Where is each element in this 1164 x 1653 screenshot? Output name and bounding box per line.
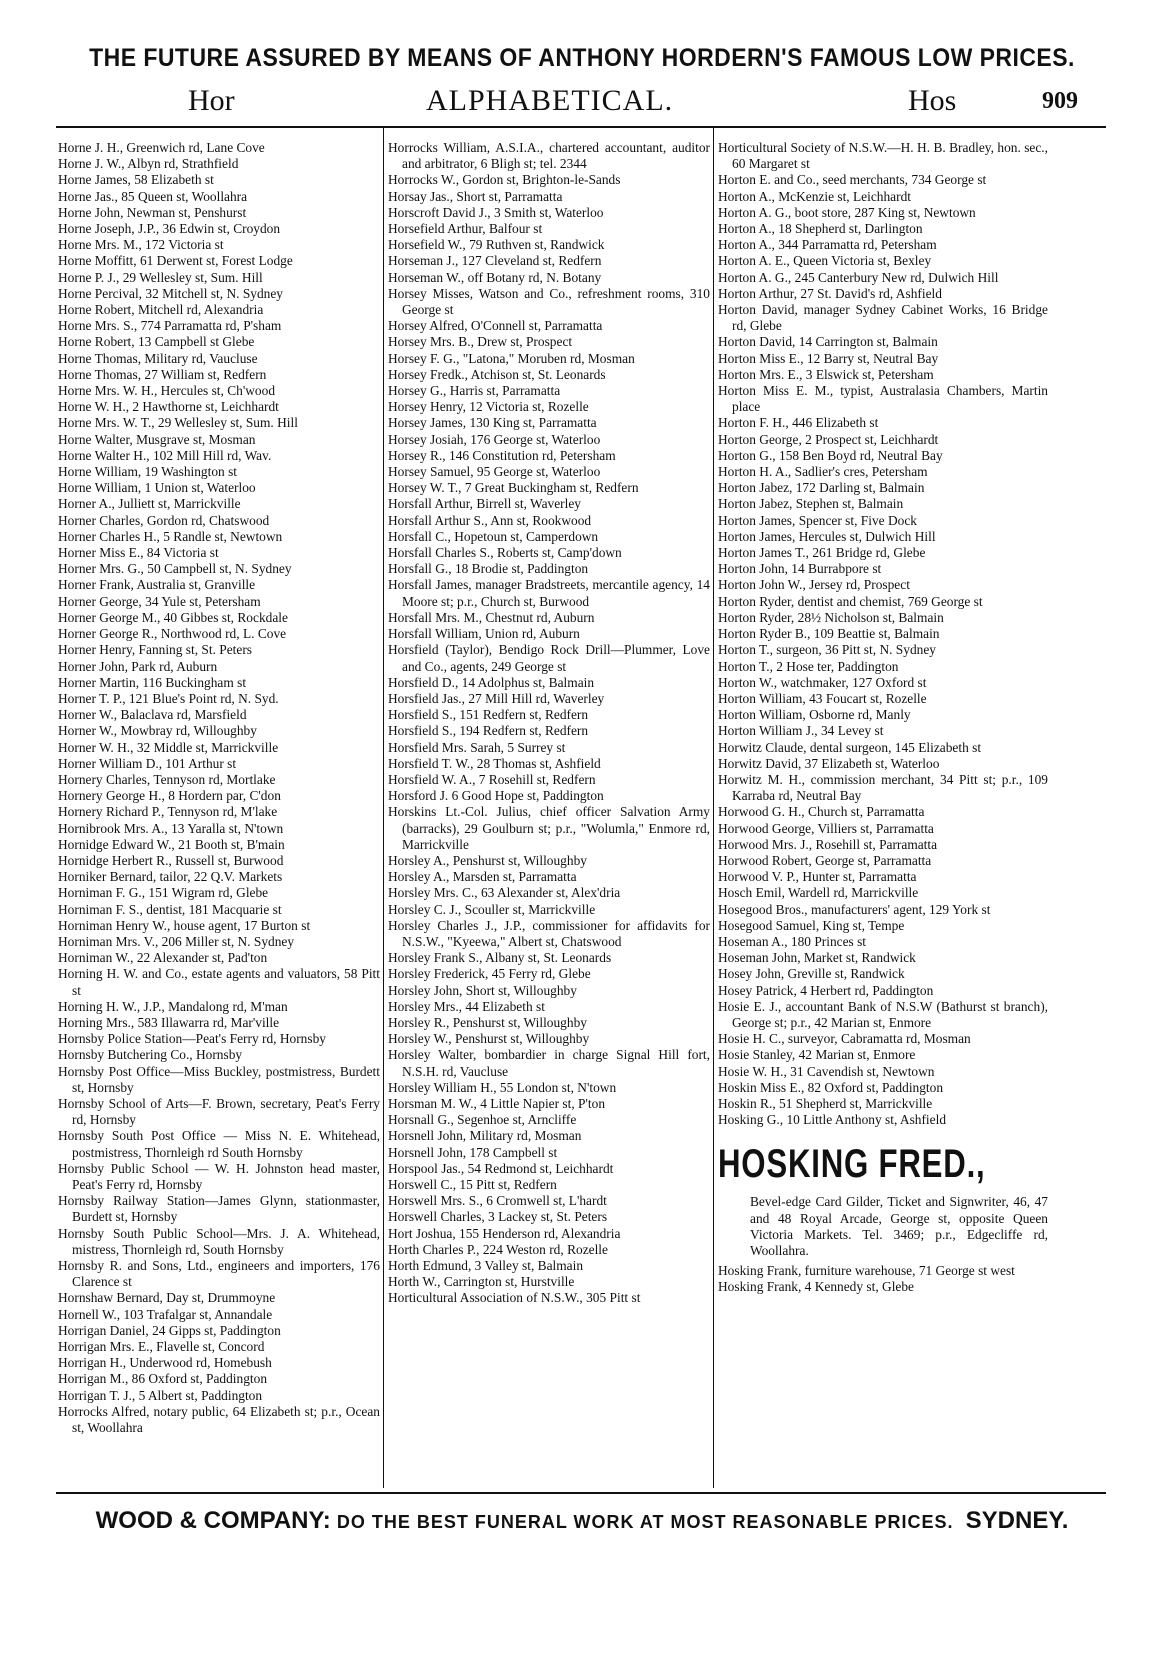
page-number: 909 — [1042, 88, 1078, 114]
directory-entry: Horton H. A., Sadlier's cres, Petersham — [718, 464, 928, 480]
directory-entry: Horsey Alfred, O'Connell st, Parramatta — [388, 318, 603, 334]
directory-entry: Hornidge Herbert R., Russell st, Burwood — [58, 852, 284, 868]
directory-entry: Horton A. G., boot store, 287 King st, Newtown — [718, 204, 976, 220]
directory-entry: Horton Mrs. E., 3 Elswick st, Petersham — [718, 366, 934, 382]
directory-entry: Hosking G., 10 Little Anthony st, Ashfield — [718, 1112, 947, 1128]
column-2 — [388, 140, 710, 1307]
directory-entry: Horton John W., Jersey rd, Prospect — [718, 577, 910, 593]
directory-entry: Hornell W., 103 Trafalgar st, Annandale — [58, 1306, 273, 1322]
footer-city: SYDNEY. — [965, 1507, 1069, 1534]
footer-rule — [56, 1492, 1106, 1494]
directory-entry: Horton James, Hercules st, Dulwich Hill — [718, 528, 936, 544]
directory-entry: Horsley Walter, bombardier in charge Signal Hill fort, N.S.H. rd, Vaucluse — [388, 1047, 710, 1079]
directory-entry: Horsley Mrs. C., 63 Alexander st, Alex'dria — [388, 885, 621, 901]
directory-entry: Hornibrook Mrs. A., 13 Yaralla st, N'town — [58, 820, 284, 836]
directory-entry: Hosie Stanley, 42 Marian st, Enmore — [718, 1047, 916, 1063]
directory-entry: Horsfall Charles S., Roberts st, Camp'down — [388, 545, 622, 561]
directory-entry: Horton James, Spencer st, Five Dock — [718, 512, 917, 528]
directory-entry: Horner A., Julliett st, Marrickville — [58, 496, 241, 512]
directory-entry: Horwood G. H., Church st, Parramatta — [718, 804, 925, 820]
directory-entry: Horne John, Newman st, Penshurst — [58, 204, 247, 220]
directory-entry: Hosie W. H., 31 Cavendish st, Newtown — [718, 1063, 935, 1079]
directory-entry: Horticultural Society of N.S.W.—H. H. B. Bradley, hon. sec., 60 Margaret st — [718, 140, 1048, 172]
column-3 — [718, 140, 1048, 1296]
column-divider — [383, 128, 384, 1488]
directory-entry: Hoseman John, Market st, Randwick — [718, 950, 916, 966]
directory-entry: Horton A., 344 Parramatta rd, Petersham — [718, 237, 937, 253]
directory-entry: Hornsby Police Station—Peat's Ferry rd, Hornsby — [58, 1031, 326, 1047]
header-left-guide: Hor — [188, 84, 235, 117]
directory-entry: Horsfield Jas., 27 Mill Hill rd, Waverley — [388, 690, 605, 706]
page-header — [60, 84, 1100, 124]
footer-company: WOOD & COMPANY: — [95, 1507, 331, 1534]
directory-entry: Horwitz David, 37 Elizabeth st, Waterloo — [718, 755, 940, 771]
directory-entry: Hornery Richard P., Tennyson rd, M'lake — [58, 804, 278, 820]
directory-entry: Horner John, Park rd, Auburn — [58, 658, 218, 674]
directory-entry: Horsey Samuel, 95 George st, Waterloo — [388, 464, 601, 480]
directory-entry: Horsley Charles J., J.P., commissioner for affidavits for N.S.W., "Kyeewa," Albert st, Chatswood — [388, 917, 710, 949]
directory-entry: Horton James T., 261 Bridge rd, Glebe — [718, 545, 926, 561]
directory-entry: Horne Robert, 13 Campbell st Glebe — [58, 334, 255, 350]
advert-title: HOSKING FRED., — [718, 1142, 986, 1187]
directory-entry: Horseman J., 127 Cleveland st, Redfern — [388, 253, 602, 269]
directory-entry: Horsley Mrs., 44 Elizabeth st — [388, 998, 545, 1014]
directory-entry: Horne Mrs. S., 774 Parramatta rd, P'sham — [58, 318, 282, 334]
directory-entry: Horner Miss E., 84 Victoria st — [58, 545, 219, 561]
directory-entry: Horton William, 43 Foucart st, Rozelle — [718, 690, 927, 706]
directory-entry: Horsley Frank S., Albany st, St. Leonards — [388, 950, 612, 966]
directory-entry: Horne Joseph, J.P., 36 Edwin st, Croydon — [58, 221, 281, 237]
directory-entry: Horsley A., Marsden st, Parramatta — [388, 869, 577, 885]
directory-entry: Horne Mrs. W. H., Hercules st, Ch'wood — [58, 383, 276, 399]
directory-entry: Horne William, 19 Washington st — [58, 464, 238, 480]
directory-entry: Hosie H. C., surveyor, Cabramatta rd, Mosman — [718, 1031, 971, 1047]
directory-entry: Horsey Mrs. B., Drew st, Prospect — [388, 334, 573, 350]
directory-entry: Hornsby South Public School—Mrs. J. A. Whitehead, mistress, Thornleigh rd, South Hornsby — [58, 1225, 380, 1257]
directory-entry: Horner Henry, Fanning st, St. Peters — [58, 642, 253, 658]
directory-entry: Horniman Mrs. V., 206 Miller st, N. Sydney — [58, 933, 295, 949]
directory-entry: Horton Arthur, 27 St. David's rd, Ashfield — [718, 285, 942, 301]
directory-entry: Horwitz Claude, dental surgeon, 145 Elizabeth st — [718, 739, 982, 755]
directory-entry: Horrigan Daniel, 24 Gipps st, Paddington — [58, 1322, 281, 1338]
directory-entry: Horwood George, Villiers st, Parramatta — [718, 820, 934, 836]
footer-slogan: DO THE BEST FUNERAL WORK AT MOST REASONABLE PRICES. — [336, 1512, 954, 1532]
directory-entry: Horner George M., 40 Gibbes st, Rockdale — [58, 609, 288, 625]
directory-entry: Horning Mrs., 583 Illawarra rd, Mar'ville — [58, 1014, 280, 1030]
column-3-after-entries — [718, 1263, 1048, 1295]
directory-entry: Horton T., surgeon, 36 Pitt st, N. Sydney — [718, 642, 936, 658]
directory-entry: Horner Martin, 116 Buckingham st — [58, 674, 247, 690]
directory-entry: Horsfield W. A., 7 Rosehill st, Redfern — [388, 771, 596, 787]
directory-entry: Horsefield W., 79 Ruthven st, Randwick — [388, 237, 605, 253]
directory-entry: Horton E. and Co., seed merchants, 734 George st — [718, 172, 987, 188]
directory-entry: Horsfall G., 18 Brodie st, Paddington — [388, 561, 589, 577]
directory-entry: Horrigan M., 86 Oxford st, Paddington — [58, 1371, 268, 1387]
directory-entry: Horsey F. G., "Latona," Moruben rd, Mosman — [388, 350, 635, 366]
directory-entry: Horner T. P., 121 Blue's Point rd, N. Syd. — [58, 690, 279, 706]
directory-entry: Horton A., 18 Shepherd st, Darlington — [718, 221, 923, 237]
directory-entry: Horth Charles P., 224 Weston rd, Rozelle — [388, 1241, 608, 1257]
directory-entry: Horton A., McKenzie st, Leichhardt — [718, 188, 911, 204]
directory-entry: Hosey John, Greville st, Randwick — [718, 966, 905, 982]
directory-entry: Horsey Fredk., Atchison st, St. Leonards — [388, 366, 606, 382]
directory-entry: Hornsby South Post Office — Miss N. E. Whitehead, postmistress, Thornleigh rd South Hornsby — [58, 1128, 380, 1160]
top-banner: THE FUTURE ASSURED BY MEANS OF ANTHONY HORDERN'S FAMOUS LOW PRICES. — [89, 44, 1075, 72]
directory-entry: Horner W. H., 32 Middle st, Marrickville — [58, 739, 279, 755]
directory-entry: Horwitz M. H., commission merchant, 34 Pitt st; p.r., 109 Karraba rd, Neutral Bay — [718, 771, 1048, 804]
directory-entry: Horner W., Balaclava rd, Marsfield — [58, 707, 247, 723]
directory-entry: Horrocks William, A.S.I.A., chartered accountant, auditor and arbitrator, 6 Bligh st; tel. 2344 — [388, 140, 710, 172]
directory-entry: Horwood V. P., Hunter st, Parramatta — [718, 869, 917, 885]
directory-entry: Horne Moffitt, 61 Derwent st, Forest Lodge — [58, 253, 293, 269]
directory-entry: Horton F. H., 446 Elizabeth st — [718, 415, 879, 431]
directory-entry: Horne J. W., Albyn rd, Strathfield — [58, 156, 239, 172]
advert-body: Bevel-edge Card Gilder, Ticket and Signwriter, 46, 47 and 48 Royal Arcade, George st, opposite Queen Victoria Markets. Tel. 3469; p.r., Edgecliffe rd, Woollahra. — [750, 1194, 1048, 1258]
directory-entry: Horton George, 2 Prospect st, Leichhardt — [718, 431, 939, 447]
directory-entry: Hoskin Miss E., 82 Oxford st, Paddington — [718, 1079, 944, 1095]
directory-entry: Hornsby Butchering Co., Hornsby — [58, 1047, 243, 1063]
directory-entry: Horning H. W., J.P., Mandalong rd, M'man — [58, 998, 288, 1014]
directory-entry: Horsfall Arthur S., Ann st, Rookwood — [388, 512, 592, 528]
directory-entry: Horner W., Mowbray rd, Willoughby — [58, 723, 257, 739]
directory-entry: Horspool Jas., 54 Redmond st, Leichhardt — [388, 1160, 614, 1176]
directory-entry: Horth Edmund, 3 Valley st, Balmain — [388, 1258, 584, 1274]
directory-entry: Horrocks W., Gordon st, Brighton-le-Sands — [388, 172, 621, 188]
directory-entry: Horton William J., 34 Levey st — [718, 723, 884, 739]
directory-entry: Horton John, 14 Burrabpore st — [718, 561, 882, 577]
directory-entry: Horniman F. S., dentist, 181 Macquarie st — [58, 901, 282, 917]
header-title: ALPHABETICAL. — [426, 84, 674, 117]
directory-entry: Horsley John, Short st, Willoughby — [388, 982, 577, 998]
directory-entry: Horsman M. W., 4 Little Napier st, P'ton — [388, 1095, 606, 1111]
directory-entry: Horsley William H., 55 London st, N'town — [388, 1079, 617, 1095]
directory-entry: Horwood Mrs. J., Rosehill st, Parramatta — [718, 836, 938, 852]
column-1 — [58, 140, 380, 1436]
directory-entry: Horne James, 58 Elizabeth st — [58, 172, 214, 188]
directory-entry: Horner George R., Northwood rd, L. Cove — [58, 626, 287, 642]
directory-entry: Horton W., watchmaker, 127 Oxford st — [718, 674, 927, 690]
directory-entry: Horsfall William, Union rd, Auburn — [388, 626, 580, 642]
directory-entry: Horniman Henry W., house agent, 17 Burton st — [58, 917, 311, 933]
directory-entry: Horne William, 1 Union st, Waterloo — [58, 480, 256, 496]
directory-entry: Horton William, Osborne rd, Manly — [718, 707, 911, 723]
directory-entry: Horscroft David J., 3 Smith st, Waterloo — [388, 204, 604, 220]
directory-entry: Hornidge Edward W., 21 Booth st, B'main — [58, 836, 285, 852]
directory-entry: Hosegood Samuel, King st, Tempe — [718, 917, 905, 933]
directory-entry: Horsfield (Taylor), Bendigo Rock Drill—Plummer, Love and Co., agents, 249 George st — [388, 642, 710, 674]
directory-entry: Hornsby School of Arts—F. Brown, secretary, Peat's Ferry rd, Hornsby — [58, 1095, 380, 1128]
directory-entry: Horsley W., Penshurst st, Willoughby — [388, 1031, 590, 1047]
directory-entry: Horne P. J., 29 Wellesley st, Sum. Hill — [58, 269, 263, 285]
directory-entry: Horton Ryder, 28½ Nicholson st, Balmain — [718, 609, 944, 625]
directory-entry: Horsfield S., 194 Redfern st, Redfern — [388, 723, 589, 739]
directory-entry: Horsnell John, Military rd, Mosman — [388, 1128, 582, 1144]
directory-entry: Horne J. H., Greenwich rd, Lane Cove — [58, 140, 265, 155]
directory-entry: Horsley R., Penshurst st, Willoughby — [388, 1014, 587, 1030]
directory-entry: Hornsby Railway Station—James Glynn, stationmaster, Burdett st, Hornsby — [58, 1193, 380, 1225]
directory-entry: Horne Walter, Musgrave st, Mosman — [58, 431, 256, 447]
directory-entry: Horswell C., 15 Pitt st, Redfern — [388, 1177, 557, 1192]
directory-entry: Horner Frank, Australia st, Granville — [58, 577, 256, 593]
header-rule — [56, 126, 1106, 128]
directory-entry: Hosey Patrick, 4 Herbert rd, Paddington — [718, 982, 934, 998]
footer-advert — [0, 1507, 1164, 1535]
directory-entry: Horton A. E., Queen Victoria st, Bexley — [718, 253, 932, 269]
directory-entry: Horne Mrs. W. T., 29 Wellesley st, Sum. Hill — [58, 415, 298, 431]
directory-entry: Horsley Frederick, 45 Ferry rd, Glebe — [388, 966, 591, 982]
directory-entry: Horsfall Arthur, Birrell st, Waverley — [388, 496, 581, 512]
directory-entry: Horsfield Mrs. Sarah, 5 Surrey st — [388, 739, 566, 755]
directory-entry: Hornsby Post Office—Miss Buckley, postmistress, Burdett st, Hornsby — [58, 1063, 380, 1095]
directory-entry: Horsley C. J., Scouller st, Marrickville — [388, 901, 596, 917]
directory-entry: Horton A. G., 245 Canterbury New rd, Dulwich Hill — [718, 269, 999, 285]
directory-entry: Horrigan Mrs. E., Flavelle st, Concord — [58, 1339, 265, 1355]
directory-entry: Horrigan H., Underwood rd, Homebush — [58, 1355, 272, 1371]
directory-entry: Horswell Charles, 3 Lackey st, St. Peters — [388, 1209, 608, 1225]
column-divider — [713, 128, 714, 1488]
directory-entry: Horton G., 158 Ben Boyd rd, Neutral Bay — [718, 447, 943, 463]
directory-entry: Horton Miss E., 12 Barry st, Neutral Bay — [718, 350, 939, 366]
column-3-entries — [718, 140, 1048, 1128]
directory-entry: Horsfield T. W., 28 Thomas st, Ashfield — [388, 755, 601, 771]
directory-entry: Horsey R., 146 Constitution rd, Petersham — [388, 447, 616, 463]
directory-entry: Horticultural Association of N.S.W., 305 Pitt st — [388, 1290, 641, 1306]
directory-entry: Hoseman A., 180 Princes st — [718, 933, 867, 949]
header-right-guide: Hos — [908, 84, 957, 117]
directory-entry: Hosch Emil, Wardell rd, Marrickville — [718, 885, 919, 901]
directory-entry: Horner Charles H., 5 Randle st, Newtown — [58, 528, 283, 544]
directory-entry: Horton Ryder B., 109 Beattie st, Balmain — [718, 626, 940, 642]
directory-entry: Horskins Lt.-Col. Julius, chief officer Salvation Army (barracks), 29 Goulburn st; p.r., "Wolumla," Enmore rd, Marrickville — [388, 804, 710, 852]
directory-entry: Hornshaw Bernard, Day st, Drummoyne — [58, 1290, 276, 1306]
directory-entry: Horne Jas., 85 Queen st, Woollahra — [58, 188, 248, 204]
directory-entry: Horsnell John, 178 Campbell st — [388, 1144, 558, 1160]
directory-entry: Horsnall G., Segenhoe st, Arncliffe — [388, 1112, 577, 1128]
directory-entry: Horrigan T. J., 5 Albert st, Paddington — [58, 1387, 263, 1403]
directory-entry: Horsfall James, manager Bradstreets, mercantile agency, 14 Moore st; p.r., Church st, Burwood — [388, 577, 710, 609]
directory-entry: Horsfall C., Hopetoun st, Camperdown — [388, 528, 599, 544]
directory-entry: Horton Jabez, 172 Darling st, Balmain — [718, 480, 925, 496]
directory-entry: Hort Joshua, 155 Henderson rd, Alexandria — [388, 1225, 621, 1241]
directory-entry: Hornsby R. and Sons, Ltd., engineers and importers, 176 Clarence st — [58, 1258, 380, 1290]
directory-entry: Horton David, 14 Carrington st, Balmain — [718, 334, 938, 350]
directory-entry: Horning H. W. and Co., estate agents and valuators, 58 Pitt st — [58, 966, 380, 998]
directory-entry: Horsay Jas., Short st, Parramatta — [388, 188, 563, 204]
directory-entry: Horseman W., off Botany rd, N. Botany — [388, 269, 602, 285]
directory-entry: Horsfall Mrs. M., Chestnut rd, Auburn — [388, 609, 595, 625]
directory-entry: Horsey Henry, 12 Victoria st, Rozelle — [388, 399, 589, 415]
directory-entry: Horth W., Carrington st, Hurstville — [388, 1274, 575, 1290]
directory-entry: Horsford J. 6 Good Hope st, Paddington — [388, 788, 604, 804]
directory-entry: Horner William D., 101 Arthur st — [58, 755, 237, 771]
directory-entry: Horton Jabez, Stephen st, Balmain — [718, 496, 904, 512]
directory-entry: Horsey G., Harris st, Parramatta — [388, 383, 561, 399]
directory-entry: Horsley A., Penshurst st, Willoughby — [388, 852, 587, 868]
directory-entry: Horne W. H., 2 Hawthorne st, Leichhardt — [58, 399, 279, 415]
directory-entry: Horner Charles, Gordon rd, Chatswood — [58, 512, 270, 528]
directory-entry: Hornsby Public School — W. H. Johnston head master, Peat's Ferry rd, Hornsby — [58, 1160, 380, 1192]
directory-entry: Horniman W., 22 Alexander st, Pad'ton — [58, 950, 268, 966]
directory-entry: Horniker Bernard, tailor, 22 Q.V. Markets — [58, 869, 283, 885]
directory-entry: Horsey W. T., 7 Great Buckingham st, Redfern — [388, 480, 639, 496]
directory-entry: Horsey Misses, Watson and Co., refreshment rooms, 310 George st — [388, 285, 710, 318]
directory-entry: Hosegood Bros., manufacturers' agent, 129 York st — [718, 901, 991, 917]
directory-entry: Horton Miss E. M., typist, Australasia Chambers, Martin place — [718, 383, 1048, 415]
directory-entry: Horne Thomas, 27 William st, Redfern — [58, 366, 267, 382]
directory-entry: Horsfield S., 151 Redfern st, Redfern — [388, 707, 589, 723]
directory-entry: Horton Ryder, dentist and chemist, 769 George st — [718, 593, 983, 609]
directory-entry: Horne Walter H., 102 Mill Hill rd, Wav. — [58, 447, 272, 463]
directory-entry: Horwood Robert, George st, Parramatta — [718, 852, 932, 868]
directory-entry: Horrocks Alfred, notary public, 64 Elizabeth st; p.r., Ocean st, Woollahra — [58, 1403, 380, 1436]
directory-entry: Horne Mrs. M., 172 Victoria st — [58, 237, 224, 253]
directory-entry: Hornery Charles, Tennyson rd, Mortlake — [58, 771, 276, 787]
directory-entry: Horton David, manager Sydney Cabinet Works, 16 Bridge rd, Glebe — [718, 302, 1048, 334]
directory-entry: Hosking Frank, furniture warehouse, 71 George st west — [718, 1263, 1015, 1279]
directory-entry: Horsefield Arthur, Balfour st — [388, 221, 543, 237]
directory-entry: Horton T., 2 Hose ter, Paddington — [718, 658, 899, 674]
directory-entry: Horsey Josiah, 176 George st, Waterloo — [388, 431, 601, 447]
directory-entry: Horsfield D., 14 Adolphus st, Balmain — [388, 674, 595, 690]
directory-entry: Horniman F. G., 151 Wigram rd, Glebe — [58, 885, 269, 901]
directory-entry: Hosie E. J., accountant Bank of N.S.W (Bathurst st branch), George st; p.r., 42 Marian st, Enmore — [718, 998, 1048, 1030]
directory-entry: Horne Percival, 32 Mitchell st, N. Sydney — [58, 285, 283, 301]
directory-entry: Horne Robert, Mitchell rd, Alexandria — [58, 302, 264, 318]
directory-entry: Horner Mrs. G., 50 Campbell st, N. Sydney — [58, 561, 292, 577]
directory-entry: Hoskin R., 51 Shepherd st, Marrickville — [718, 1095, 933, 1111]
directory-entry: Hosking Frank, 4 Kennedy st, Glebe — [718, 1279, 914, 1295]
directory-entry: Horswell Mrs. S., 6 Cromwell st, L'hardt — [388, 1193, 607, 1209]
directory-entry: Hornery George H., 8 Hordern par, C'don — [58, 788, 281, 804]
directory-entry: Horner George, 34 Yule st, Petersham — [58, 593, 261, 609]
directory-entry: Horne Thomas, Military rd, Vaucluse — [58, 350, 258, 366]
directory-entry: Horsey James, 130 King st, Parramatta — [388, 415, 597, 431]
